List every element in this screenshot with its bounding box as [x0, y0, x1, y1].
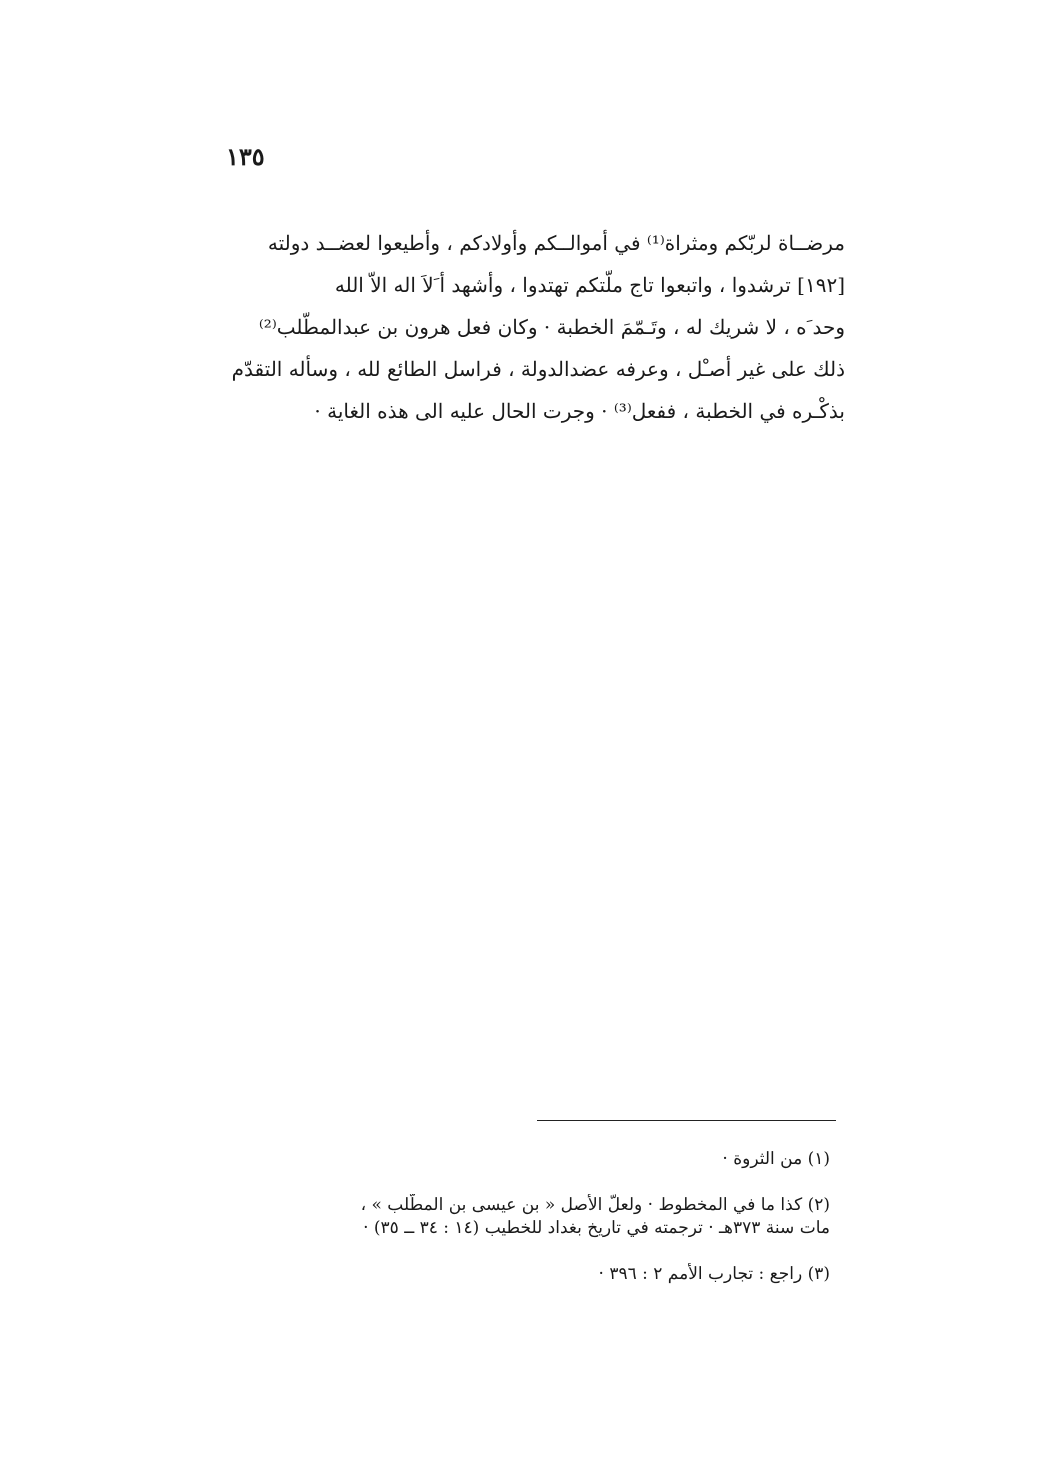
footnote-2 [205, 1194, 830, 1240]
footnote-line: (١) من الثروة · [722, 1149, 830, 1169]
text-line: وحد َه ، لا شريك له ، وتَـمّمَ الخطبة · وكان فعل هرون بن عبدالمطّلب⁽²⁾ [258, 315, 845, 339]
footnote-line: (٢) كذا ما في المخطوط · ولعلّ الأصل « بن عيسى بن المطّلب » ، [360, 1195, 830, 1215]
footnote-3 [205, 1263, 830, 1286]
text-line: مرضــاة لربّكم ومثراة⁽¹⁾ في أموالــكم وأولادكم ، وأطيعوا لعضــد دولته [267, 231, 845, 255]
main-text [205, 222, 845, 432]
text-line: [١٩٢] ترشدوا ، واتبعوا تاج ملّتكم تهتدوا ، وأشهد أ َلاَ اله الاّ الله [334, 273, 845, 297]
footnote-line: (٣) راجع : تجارب الأمم ٢ : ٣٩٦ · [598, 1264, 830, 1284]
footnotes [205, 1148, 830, 1309]
text-line: ذلك على غير أصـْل ، وعرفه عضدالدولة ، فراسل الطائع لله ، وسأله التقدّم [231, 357, 845, 381]
footnote-divider [537, 1120, 836, 1121]
text-line: بذكْـره في الخطبة ، ففعل⁽³⁾ · وجرت الحال عليه الى هذه الغاية · [314, 399, 845, 423]
footnote-line: مات سنة ٣٧٣هـ · ترجمته في تاريخ بغداد للخطيب (١٤ : ٣٤ ــ ٣٥) · [363, 1218, 830, 1238]
footnote-1 [205, 1148, 830, 1171]
page-number: ١٣٥ [226, 142, 265, 171]
